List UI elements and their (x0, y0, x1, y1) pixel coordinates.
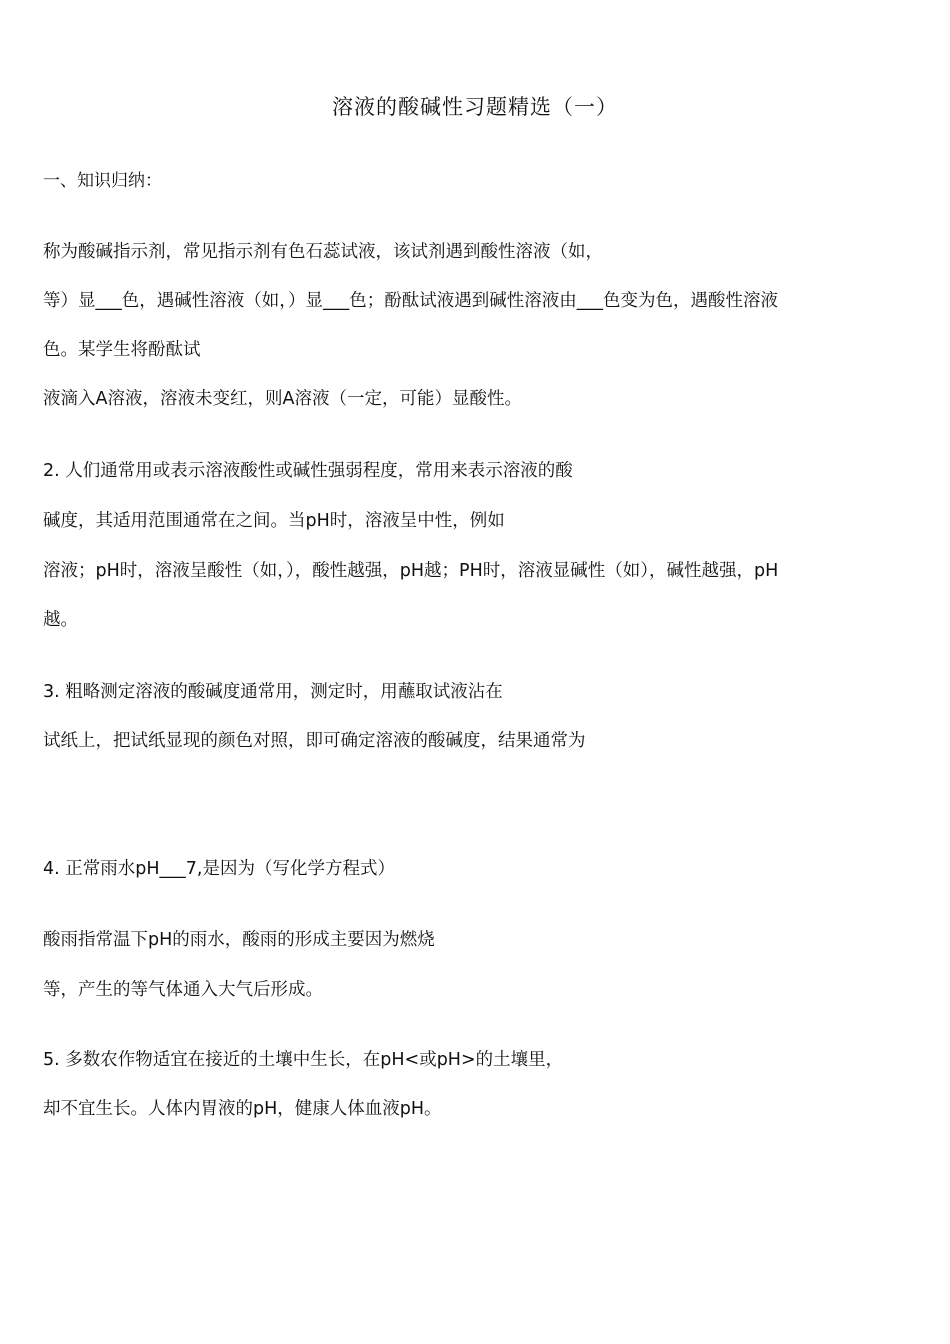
item-3-line-1: 3. 粗略测定溶液的酸碱度通常用，测定时，用蘸取试液沾在 (43, 682, 503, 702)
item-2-line-3: 溶液；pH时，溶液呈酸性（如，），酸性越强，pH越；PH时，溶液显碱性（如），碱性越强，pH (43, 561, 779, 581)
item-2-line-4: 越。 (43, 610, 78, 630)
item-4-line-3: 等，产生的等气体通入大气后形成。 (43, 980, 323, 1000)
item-1-line-1: 称为酸碱指示剂，常见指示剂有色石蕊试液，该试剂遇到酸性溶液（如， (43, 242, 603, 262)
item-5-line-1: 5. 多数农作物适宜在接近的土壤中生长，在pH<或pH>的土壤里， (43, 1050, 564, 1070)
document-title: 溶液的酸碱性习题精选（一） (332, 95, 618, 119)
section-heading: 一、知识归纳： (43, 171, 162, 191)
item-1-line-2: 等）显___色，遇碱性溶液（如，）显___色；酚酞试液遇到碱性溶液由___色变为色，遇酸性溶液 (43, 291, 778, 311)
item-2-line-1: 2. 人们通常用或表示溶液酸性或碱性强弱程度，常用来表示溶液的酸 (43, 461, 573, 481)
item-4-line-1: 4. 正常雨水pH___7,是因为（写化学方程式） (43, 859, 395, 879)
item-1-line-4: 液滴入A溶液，溶液未变红，则A溶液（一定，可能）显酸性。 (43, 389, 522, 409)
item-5-line-2: 却不宜生长。人体内胃液的pH，健康人体血液pH。 (43, 1099, 442, 1119)
item-2-line-2: 碱度，其适用范围通常在之间。当pH时，溶液呈中性，例如 (43, 511, 505, 531)
item-3-line-2: 试纸上，把试纸显现的颜色对照，即可确定溶液的酸碱度，结果通常为 (43, 731, 586, 751)
item-4-line-2: 酸雨指常温下pH的雨水，酸雨的形成主要因为燃烧 (43, 930, 435, 950)
item-1-line-3: 色。某学生将酚酞试 (43, 340, 201, 360)
